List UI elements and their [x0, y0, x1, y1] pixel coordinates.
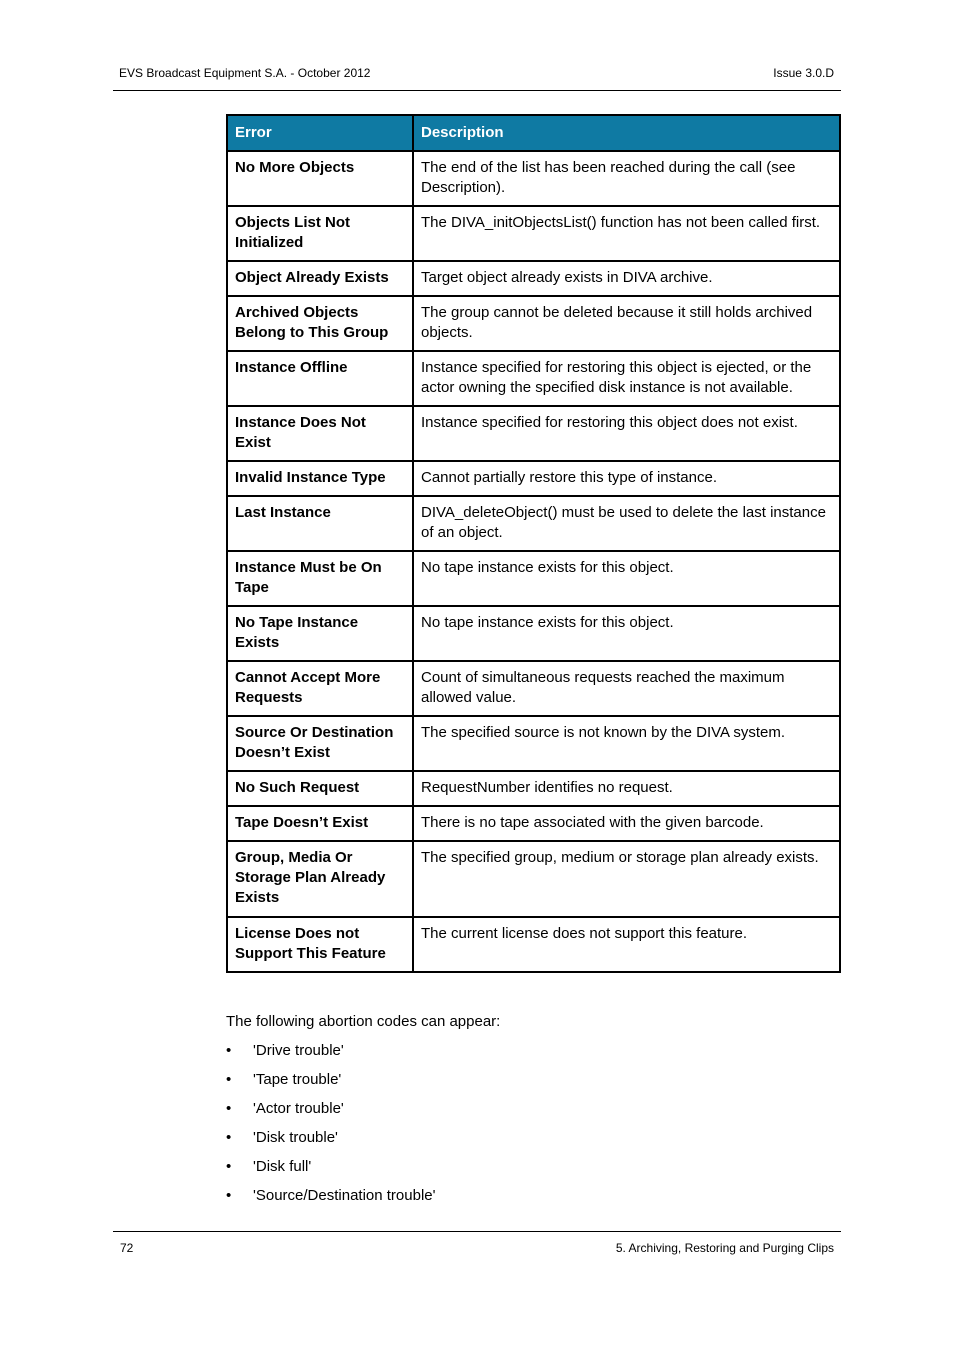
- abortion-code: 'Disk trouble': [253, 1129, 338, 1146]
- table-row: [227, 496, 840, 551]
- table-row: [227, 261, 840, 296]
- abortion-codes-list: [226, 1042, 436, 1216]
- error-description: RequestNumber identifies no request.: [413, 771, 840, 806]
- error-description: The end of the list has been reached during the call (see Description).: [413, 151, 840, 206]
- page-header: [113, 64, 841, 91]
- table-row: [227, 917, 840, 972]
- table-row: [227, 461, 840, 496]
- abortion-code: 'Disk full': [253, 1158, 312, 1175]
- error-name: Last Instance: [227, 496, 413, 551]
- error-description: Cannot partially restore this type of instance.: [413, 461, 840, 496]
- error-name: Object Already Exists: [227, 261, 413, 296]
- error-name: Instance Offline: [227, 351, 413, 406]
- error-name: License Does not Support This Feature: [227, 917, 413, 972]
- table-row: [227, 351, 840, 406]
- header-issue: Issue 3.0.D: [773, 66, 834, 80]
- list-item: [226, 1129, 436, 1158]
- error-description: No tape instance exists for this object.: [413, 551, 840, 606]
- error-description: The group cannot be deleted because it still holds archived objects.: [413, 296, 840, 351]
- error-name: Instance Must be On Tape: [227, 551, 413, 606]
- table-row: [227, 806, 840, 841]
- table-row: [227, 661, 840, 716]
- error-name: Archived Objects Belong to This Group: [227, 296, 413, 351]
- error-name: Instance Does Not Exist: [227, 406, 413, 461]
- error-description: There is no tape associated with the given barcode.: [413, 806, 840, 841]
- error-description: The DIVA_initObjectsList() function has not been called first.: [413, 206, 840, 261]
- abortion-code: 'Tape trouble': [253, 1071, 342, 1088]
- table-row: [227, 841, 840, 917]
- bullet-icon: •: [226, 1071, 232, 1088]
- abortion-code: 'Source/Destination trouble': [253, 1187, 436, 1204]
- table-row: [227, 206, 840, 261]
- error-description: Count of simultaneous requests reached the maximum allowed value.: [413, 661, 840, 716]
- error-description: The specified group, medium or storage plan already exists.: [413, 841, 840, 917]
- error-name: Source Or Destination Doesn’t Exist: [227, 716, 413, 771]
- abortion-codes-intro: The following abortion codes can appear:: [226, 1013, 501, 1030]
- error-codes-table: [226, 114, 841, 973]
- error-description: Instance specified for restoring this object is ejected, or the actor owning the specified disk instance is not available.: [413, 351, 840, 406]
- error-description: The current license does not support this feature.: [413, 917, 840, 972]
- bullet-icon: •: [226, 1187, 232, 1204]
- list-item: [226, 1158, 436, 1187]
- bullet-icon: •: [226, 1100, 232, 1117]
- error-description: Target object already exists in DIVA archive.: [413, 261, 840, 296]
- bullet-icon: •: [226, 1129, 232, 1146]
- error-name: Invalid Instance Type: [227, 461, 413, 496]
- bullet-icon: •: [226, 1158, 232, 1175]
- list-item: [226, 1071, 436, 1100]
- table-row: [227, 296, 840, 351]
- table-header-row: [227, 115, 840, 151]
- table-row: [227, 606, 840, 661]
- error-name: No Tape Instance Exists: [227, 606, 413, 661]
- table-row: [227, 151, 840, 206]
- list-item: [226, 1100, 436, 1129]
- abortion-code: 'Drive trouble': [253, 1042, 344, 1059]
- error-description: The specified source is not known by the DIVA system.: [413, 716, 840, 771]
- header-company-date: EVS Broadcast Equipment S.A. - October 2012: [119, 66, 371, 80]
- table-row: [227, 771, 840, 806]
- column-header-description: Description: [413, 115, 840, 151]
- list-item: [226, 1042, 436, 1071]
- error-name: Tape Doesn’t Exist: [227, 806, 413, 841]
- page-footer: [113, 1231, 841, 1258]
- error-name: No More Objects: [227, 151, 413, 206]
- error-description: DIVA_deleteObject() must be used to delete the last instance of an object.: [413, 496, 840, 551]
- table-row: [227, 716, 840, 771]
- error-name: Cannot Accept More Requests: [227, 661, 413, 716]
- column-header-error: Error: [227, 115, 413, 151]
- error-name: No Such Request: [227, 771, 413, 806]
- bullet-icon: •: [226, 1042, 232, 1059]
- footer-section-title: 5. Archiving, Restoring and Purging Clips: [615, 1241, 834, 1255]
- page-number: 72: [120, 1241, 134, 1255]
- table-row: [227, 551, 840, 606]
- error-description: No tape instance exists for this object.: [413, 606, 840, 661]
- abortion-code: 'Actor trouble': [253, 1100, 344, 1117]
- list-item: [226, 1187, 436, 1216]
- table-row: [227, 406, 840, 461]
- error-name: Group, Media Or Storage Plan Already Exists: [227, 841, 413, 917]
- error-name: Objects List Not Initialized: [227, 206, 413, 261]
- error-description: Instance specified for restoring this object does not exist.: [413, 406, 840, 461]
